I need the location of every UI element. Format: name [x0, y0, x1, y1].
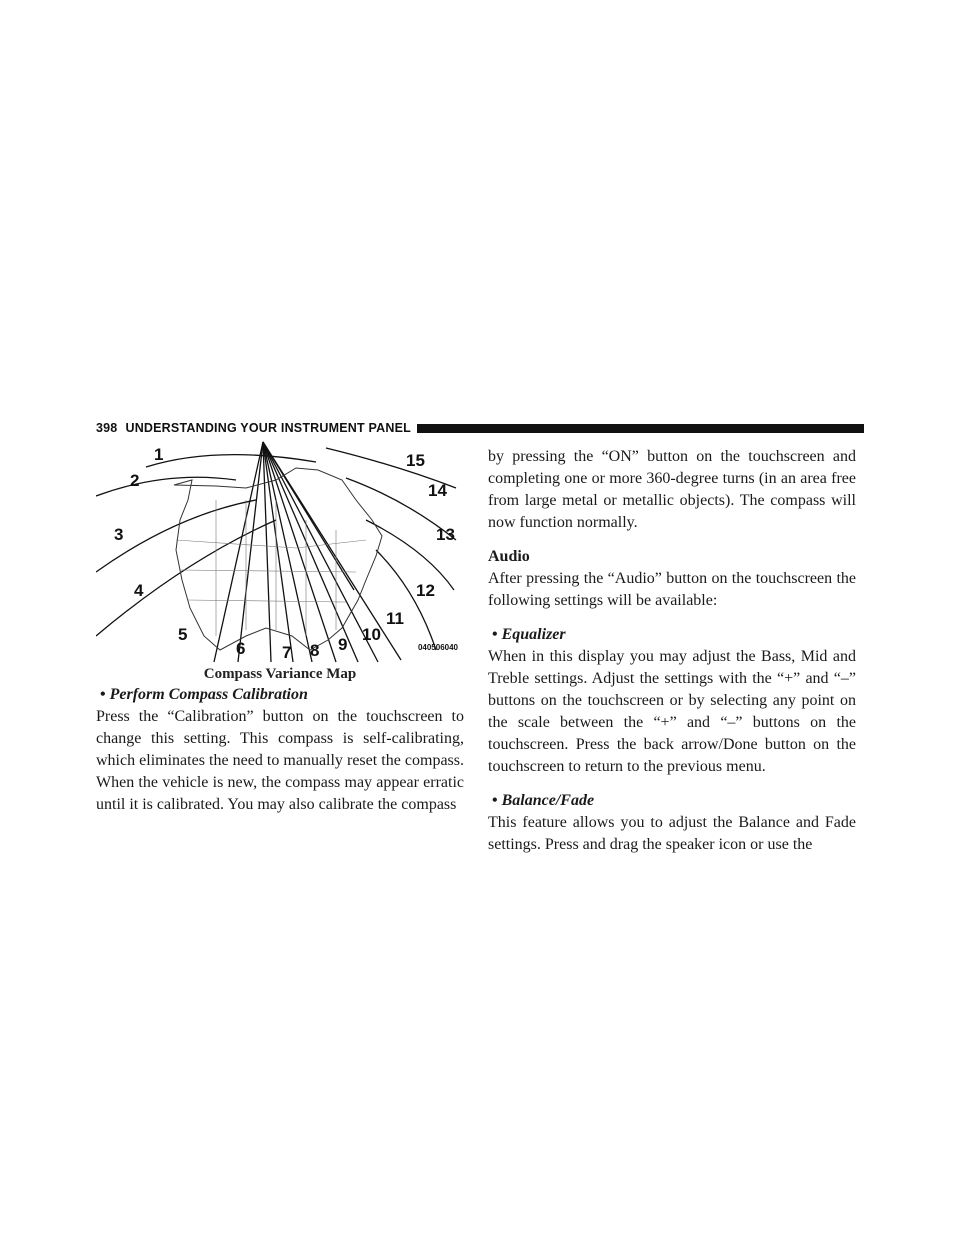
compass-variance-map: [96, 440, 464, 666]
left-column: [96, 684, 464, 816]
heading-audio: Audio: [488, 548, 530, 565]
zone-label-14: 14: [428, 481, 447, 500]
paragraph-calibration-cont: by pressing the “ON” button on the touchscreen and completing one or more 360-degree turns (in an area free from large metal or metallic objects). The compass will now function normally.: [488, 448, 856, 531]
paragraph-equalizer: When in this display you may adjust the Bass, Mid and Treble settings. Adjust the settings with the “+” and “–” buttons on the touchscreen or by selecting any point on the scale between the “+” and “–” buttons on the touchscreen. Press the back arrow/Done button on the touchscreen to return to the previous menu.: [488, 648, 856, 775]
zone-label-3: 3: [114, 525, 124, 544]
zone-label-5: 5: [178, 625, 188, 644]
page-number: 398: [96, 421, 118, 435]
zone-label-1: 1: [154, 445, 164, 464]
header-rule: [417, 424, 864, 433]
compass-variance-figure: [96, 440, 464, 682]
page-header: [96, 418, 864, 438]
zone-label-13: 13: [436, 525, 455, 544]
zone-label-6: 6: [236, 639, 246, 658]
bullet-balance-fade: [488, 790, 856, 812]
bullet-perform-calibration: [96, 684, 464, 706]
bullet-dot: •: [492, 626, 498, 643]
zone-label-8: 8: [310, 641, 320, 660]
bullet-dot: •: [100, 686, 106, 703]
bullet-label: Perform Compass Calibration: [109, 686, 308, 703]
paragraph-audio: After pressing the “Audio” button on the touchscreen the following settings will be available:: [488, 570, 856, 609]
zone-label-9: 9: [338, 635, 348, 654]
bullet-dot: •: [492, 792, 498, 809]
zone-label-10: 10: [362, 625, 381, 644]
zone-label-7: 7: [282, 643, 292, 662]
bullet-label: Equalizer: [501, 626, 566, 643]
zone-label-4: 4: [134, 581, 144, 600]
zone-label-15: 15: [406, 451, 425, 470]
zone-label-12: 12: [416, 581, 435, 600]
zone-label-11: 11: [386, 609, 404, 628]
figure-caption: Compass Variance Map: [203, 666, 357, 682]
bullet-label: Balance/Fade: [501, 792, 595, 809]
section-title: UNDERSTANDING YOUR INSTRUMENT PANEL: [125, 421, 411, 435]
paragraph-balance-fade: This feature allows you to adjust the Balance and Fade settings. Press and drag the speaker icon or use the: [488, 814, 856, 853]
paragraph-calibration: Press the “Calibration” button on the touchscreen to change this setting. This compass is self-calibrating, which eliminates the need to manually reset the compass. When the vehicle is new, the compass may appear erratic until it is calibrated. You may also calibrate the compass: [96, 708, 464, 813]
right-column: [488, 446, 856, 856]
zone-label-2: 2: [130, 471, 140, 490]
figure-image-code: 040506040: [417, 643, 458, 652]
bullet-equalizer: [488, 624, 856, 646]
